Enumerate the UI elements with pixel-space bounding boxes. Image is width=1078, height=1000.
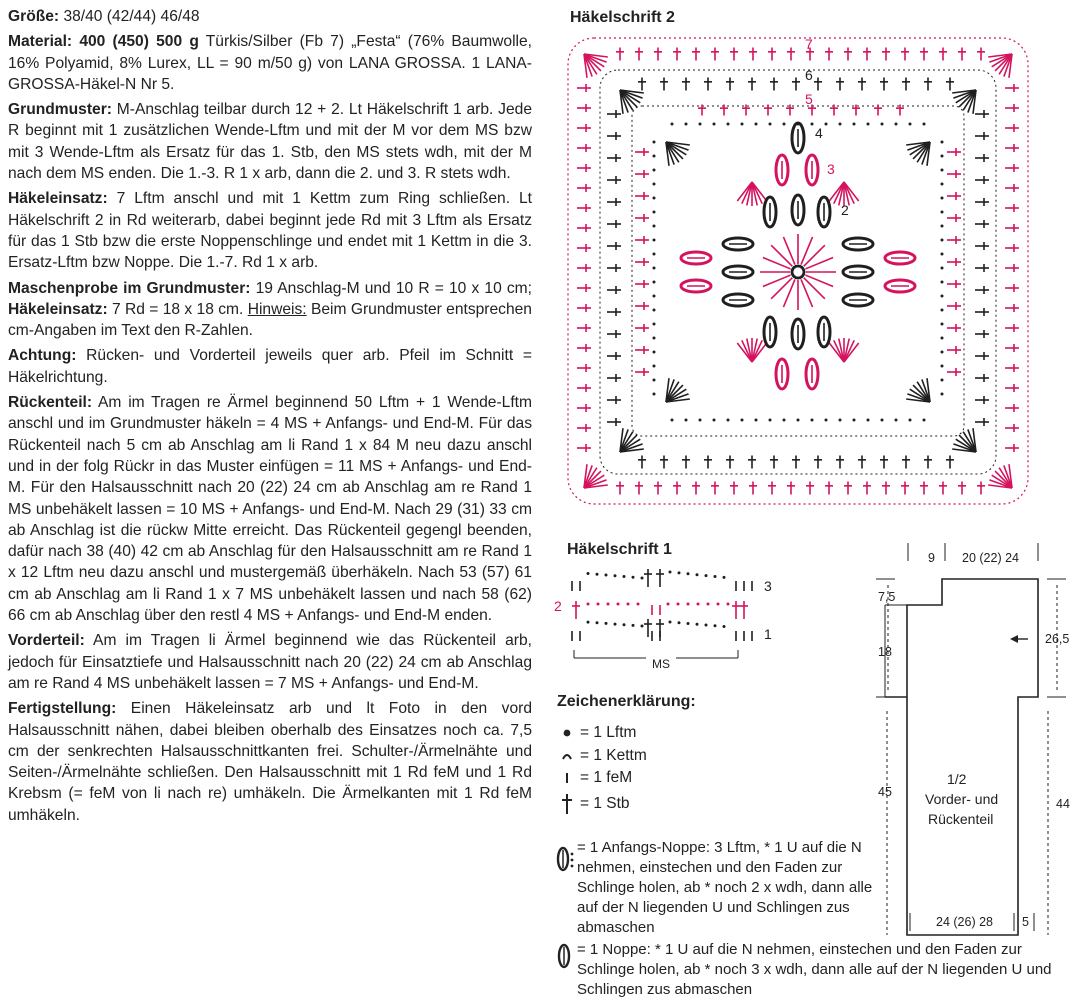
noppe: [818, 197, 830, 227]
stitch-lftm: [596, 621, 599, 624]
legend-text: = 1 Kettm: [580, 747, 647, 764]
stitch-lftm: [653, 253, 656, 256]
legend-text: = 1 Lftm: [580, 724, 637, 741]
stitch-lftm: [653, 197, 656, 200]
hinweis-text: Beim Grundmuster entsprechen cm-Angaben im Text den R-Zahlen.: [8, 300, 532, 340]
vorderteil-label: Vorderteil:: [8, 632, 85, 650]
stitch-lftm: [614, 574, 617, 577]
noppe: [806, 359, 818, 389]
chart1-title: Häkelschrift 1: [567, 541, 672, 558]
stitch-lftm: [714, 575, 717, 578]
stitch-lftm: [617, 603, 620, 606]
stitch-lftm: [669, 621, 672, 624]
stitch-lftm: [667, 603, 670, 606]
stitch-lftm: [895, 419, 898, 422]
material-text: Türkis/Silber (Fb 7) „Festa“ (76% Baumwolle, 16% Polyamid, 8% Lurex, LL = 90 m/50 g) von LANA GROSSA. 1 LANA-GROSSA-Häkel-N Nr 5.: [8, 33, 533, 93]
center-ray: [771, 278, 792, 299]
crochet-chart-1: [552, 564, 782, 672]
pattern-schematic: [840, 535, 1078, 965]
center-ray: [763, 275, 791, 286]
stitch-lftm: [941, 323, 944, 326]
stitch-lftm: [671, 419, 674, 422]
haekeleinsatz-text: 7 Lftm anschl und mit 1 Kettm zum Ring schließen. Lt Häkelschrift 2 in Rd weiterarb, dabei beginnt jede Rd mit 3 Lftm als Ersatz für das 1 Stb bzw die erste Noppenschlinge und endet mit 1 Kettm in die 3. Ersatz-Lftm bzw Noppe. Die 1.-7. Rd 1 x arb.: [8, 190, 532, 272]
center-ray: [801, 279, 812, 307]
stitch-lftm: [653, 211, 656, 214]
stitch-lftm: [653, 155, 656, 158]
stitch-lftm: [653, 239, 656, 242]
stitch-lftm: [727, 603, 730, 606]
noppe: [764, 197, 776, 227]
stitch-lftm: [941, 197, 944, 200]
dim-left-mid: 18: [878, 645, 892, 659]
stitch-lftm: [641, 625, 644, 628]
stitch-lftm: [705, 624, 708, 627]
noppe: [764, 317, 776, 347]
stitch-lftm: [895, 123, 898, 126]
legend-title: Zeichenerklärung:: [557, 693, 696, 710]
stitch-lftm: [769, 123, 772, 126]
noppe: [681, 280, 711, 292]
fertigstellung-text: Einen Häkeleinsatz arb und lt Foto in den vord Halsausschnitt nähen, dabei bleiben oberhalb des Einsatzes noch ca. 7,5 cm der senkrechten Halsausschnittkanten frei. Schulter-/Ärmelnähte und Seiten-/Ärmelnähte schließen. Den Halsausschnitt mit 1 Rd feM und 1 Rd Krebsm (= feM von li nach re) umhäkeln. Die Ärmelkanten mit 1 Rd feM umhäkeln.: [8, 700, 532, 824]
chart2-frame: [568, 38, 1028, 504]
stitch-lftm: [811, 419, 814, 422]
legend-row-lftm: [556, 724, 636, 742]
dim-top-left: 9: [928, 551, 935, 565]
center-ray: [763, 257, 791, 268]
stitch-lftm: [669, 571, 672, 574]
stitch-lftm: [941, 253, 944, 256]
stitch-lftm: [825, 123, 828, 126]
stitch-lftm: [685, 123, 688, 126]
vorderteil-text: Am im Tragen li Ärmel beginnend wie das Rückenteil arb, jedoch für Einsatztiefe und Halsausschnitt nach 20 (22) 24 cm ab Anschlag am re Rand 4 MS unbehäkelt lassen = 7 MS + Anfangs- und End-M.: [8, 632, 532, 692]
groesse-label: Größe:: [8, 8, 60, 25]
center-ray: [805, 257, 833, 268]
stitch-lftm: [685, 419, 688, 422]
stitch-lftm: [797, 123, 800, 126]
noppe: [792, 319, 804, 349]
stitch-lftm: [941, 141, 944, 144]
stitch-lftm: [627, 603, 630, 606]
stitch-lftm: [923, 123, 926, 126]
paragraph-fertigstellung: [8, 698, 532, 826]
material-label: Material: 400 (450) 500 g: [8, 33, 199, 51]
stitch-lftm: [653, 183, 656, 186]
stitch-lftm: [696, 623, 699, 626]
stitch-lftm: [653, 267, 656, 270]
dim-left-top: 7,5: [878, 590, 896, 604]
stitch-lftm: [653, 141, 656, 144]
noppe: [843, 266, 873, 278]
stitch-lftm: [632, 576, 635, 579]
stitch-lftm: [881, 419, 884, 422]
paragraph-rueckenteil: [8, 392, 532, 626]
center-ray: [783, 237, 794, 265]
schematic-label-3: Rückenteil: [928, 811, 994, 827]
noppe: [723, 294, 753, 306]
stitch-lftm: [707, 603, 710, 606]
stitch-lftm: [881, 123, 884, 126]
paragraph-maschenprobe: [8, 278, 532, 342]
stitch-lftm: [941, 239, 944, 242]
noppe: [885, 252, 915, 264]
noppe: [843, 238, 873, 250]
stitch-lftm: [867, 123, 870, 126]
haekeleinsatz-label: Häkeleinsatz:: [8, 190, 108, 208]
noppe: [792, 123, 804, 153]
noppe: [723, 266, 753, 278]
round-label-7: 7: [805, 36, 813, 52]
bar-icon: [556, 771, 578, 785]
stitch-lftm: [678, 571, 681, 574]
stitch-lftm: [783, 419, 786, 422]
paragraph-grundmuster: [8, 99, 532, 184]
stitch-lftm: [607, 603, 610, 606]
stitch-lftm: [587, 603, 590, 606]
stitch-lftm: [653, 225, 656, 228]
stitch-lftm: [687, 622, 690, 625]
stitch-lftm: [653, 323, 656, 326]
stitch-lftm: [941, 351, 944, 354]
stitch-lftm: [941, 337, 944, 340]
stitch-lftm: [587, 572, 590, 575]
round-label-2: 2: [841, 202, 849, 218]
schematic-outline: [840, 535, 1078, 965]
stitch-lftm: [632, 624, 635, 627]
noppe: [776, 359, 788, 389]
stitch-lftm: [923, 419, 926, 422]
row-label-2: 2: [554, 598, 562, 614]
stitch-lftm: [755, 123, 758, 126]
paragraph-material: [8, 31, 532, 95]
stitch-lftm: [605, 574, 608, 577]
repeat-label: MS: [652, 657, 670, 671]
stitch-lftm: [839, 123, 842, 126]
stitch-lftm: [941, 309, 944, 312]
dim-top-right: 20 (22) 24: [962, 551, 1019, 565]
stitch-lftm: [723, 625, 726, 628]
noppe: [681, 252, 711, 264]
stitch-lftm: [941, 267, 944, 270]
center-ray: [801, 237, 812, 265]
stitch-lftm: [755, 419, 758, 422]
dim-left-bottom: 45: [878, 785, 892, 799]
stitch-lftm: [697, 603, 700, 606]
stitch-lftm: [653, 309, 656, 312]
grundmuster-text: M-Anschlag teilbar durch 12 + 2. Lt Häkelschrift 1 arb. Jede R beginnt mit 1 zusätzlichen Wende-Lftm und mit der M vor dem MS bzw mit 3 Wende-Lftm als Ersatz für das 1. Stb, den MS stets wdh, mit der M nach dem MS enden. Die 1.-3. R 1 x arb, dann die 2. und 3. R stets wdh.: [8, 101, 532, 183]
stitch-lftm: [783, 123, 786, 126]
stitch-lftm: [941, 379, 944, 382]
instructions-column: [8, 6, 532, 830]
stitch-lftm: [717, 603, 720, 606]
dim-right-bottom: 44: [1056, 797, 1070, 811]
anfangs-noppe-text: = 1 Anfangs-Noppe: 3 Lftm, * 1 U auf die N nehmen, einstechen und den Faden zur Schlinge holen, ab * noch 2 x wdh, dann alle auf der N liegenden U und Schlingen zus abmaschen: [577, 839, 873, 936]
stitch-lftm: [653, 281, 656, 284]
chart2-stitches: [577, 48, 1019, 495]
stitch-lftm: [653, 337, 656, 340]
crochet-chart-2: [562, 32, 1034, 510]
stitch-lftm: [802, 269, 805, 272]
dim-bottom-right: 5: [1022, 915, 1029, 929]
stitch-lftm: [696, 573, 699, 576]
schematic-label-2: Vorder- und: [925, 791, 999, 807]
legend-row-kettm: [556, 747, 647, 765]
stitch-lftm: [653, 393, 656, 396]
stitch-lftm: [596, 573, 599, 576]
stitch-lftm: [653, 169, 656, 172]
stitch-lftm: [637, 603, 640, 606]
noppe: [776, 155, 788, 185]
stitch-lftm: [769, 419, 772, 422]
center-ray: [804, 245, 825, 266]
stitch-lftm: [653, 351, 656, 354]
stitch-lftm: [623, 623, 626, 626]
stitch-lftm: [678, 621, 681, 624]
noppe: [723, 238, 753, 250]
anfangs-noppe-icon: [556, 845, 576, 875]
paragraph-vorderteil: [8, 630, 532, 694]
stitch-lftm: [941, 169, 944, 172]
stitch-lftm: [941, 365, 944, 368]
legend-text: = 1 feM: [580, 769, 633, 786]
stitch-lftm: [853, 123, 856, 126]
center-ray: [771, 245, 792, 266]
stitch-lftm: [741, 123, 744, 126]
arc-icon: [556, 749, 578, 763]
round-label-4: 4: [815, 125, 823, 141]
row-label-1: 1: [764, 626, 772, 642]
rueckenteil-text: Am im Tragen re Ärmel beginnend 50 Lftm + 1 Wende-Lftm anschl und im Grundmuster häkeln = 4 MS + Anfangs- und End-M. Für das Rückenteil nach 5 cm ab Anschlag am li Rand 1 x 84 M neu dazu anschl und in der folg Rückr in das Muster einfügen = 11 MS + Anfangs- und End-M. Für den Halsausschnitt nach 20 (22) 24 cm ab Anschlag am re Rand 1 MS unbehäkelt lassen = 10 MS + Anfangs- und End-M. Nach 29 (31) 33 cm ab Anschlag ist die rückw Mitte erreicht. Das Rückenteil gegengl beenden, dafür nach 38 (40) 42 cm ab Anschlag für den Halsausschnitt am re Rand 1 x 12 Lftm neu dazu anschl und mustergemäß überhäkeln. Nach 53 (57) 61 cm ab Anschlag am li Rand 1 x 7 MS unbehäkelt lassen und nach 58 (62) 66 cm ab Anschlag über den restl 4 MS + Anfangs- und End-M enden.: [8, 394, 532, 625]
stitch-lftm: [941, 295, 944, 298]
stitch-lftm: [713, 123, 716, 126]
stitch-lftm: [909, 419, 912, 422]
schematic-label-1: 1/2: [947, 771, 967, 787]
noppe: [806, 155, 818, 185]
stitch-lftm: [677, 603, 680, 606]
round-label-6: 6: [805, 67, 813, 83]
chart2-center: [653, 123, 944, 422]
stitch-lftm: [941, 183, 944, 186]
achtung-text: Rücken- und Vorderteil jeweils quer arb. Pfeil im Schnitt = Häkelrichtung.: [8, 347, 532, 386]
stitch-lftm: [653, 295, 656, 298]
maschenprobe-label-2: Häkeleinsatz:: [8, 300, 108, 318]
round-label-5: 5: [805, 91, 813, 107]
maschenprobe-text: 19 Anschlag-M und 10 R = 10 x 10 cm;: [250, 279, 532, 297]
stitch-lftm: [653, 379, 656, 382]
grundmuster-label: Grundmuster:: [8, 101, 112, 119]
paragraph-haekeleinsatz: [8, 188, 532, 273]
stitch-lftm: [797, 419, 800, 422]
center-ray: [804, 278, 825, 299]
dim-right-top: 26,5: [1045, 632, 1070, 646]
center-ray: [783, 279, 794, 307]
round-label-3: 3: [827, 161, 835, 177]
stitch-lftm: [671, 123, 674, 126]
stitch-lftm: [723, 576, 726, 579]
dim-bottom-left: 24 (26) 28: [936, 915, 993, 929]
maschenprobe-text-2: 7 Rd = 18 x 18 cm.: [107, 300, 244, 318]
stitch-lftm: [941, 155, 944, 158]
stitch-lftm: [941, 225, 944, 228]
chart2-title: Häkelschrift 2: [570, 9, 675, 26]
achtung-label: Achtung:: [8, 347, 77, 365]
chart1-body: [572, 569, 752, 658]
center-ray: [805, 275, 833, 286]
stitch-lftm: [909, 123, 912, 126]
noppe: [885, 280, 915, 292]
stitch-lftm: [727, 419, 730, 422]
stitch-lftm: [741, 419, 744, 422]
stitch-lftm: [597, 603, 600, 606]
stitch-lftm: [623, 575, 626, 578]
legend-text: = 1 Stb: [580, 795, 630, 812]
stitch-lftm: [713, 419, 716, 422]
groesse-text: 38/40 (42/44) 46/48: [59, 8, 200, 25]
paragraph-achtung: [8, 345, 532, 388]
stitch-lftm: [653, 365, 656, 368]
stitch-lftm: [614, 623, 617, 626]
stitch-lftm: [605, 622, 608, 625]
legend-row-stb: [556, 793, 630, 815]
paragraph-groesse: [8, 6, 532, 27]
noppe: [843, 294, 873, 306]
stitch-lftm: [687, 572, 690, 575]
noppe: [792, 195, 804, 225]
stitch-lftm: [705, 574, 708, 577]
rueckenteil-label: Rückenteil:: [8, 394, 93, 412]
dot-icon: [556, 726, 578, 740]
stitch-lftm: [811, 123, 814, 126]
cross-icon: [556, 793, 578, 815]
stitch-lftm: [941, 281, 944, 284]
stitch-lftm: [867, 419, 870, 422]
stitch-lftm: [853, 419, 856, 422]
fertigstellung-label: Fertigstellung:: [8, 700, 117, 718]
stitch-lftm: [727, 123, 730, 126]
stitch-lftm: [714, 624, 717, 627]
legend-row-fem: [556, 769, 632, 787]
noppe: [818, 317, 830, 347]
maschenprobe-label: Maschenprobe im Grundmuster:: [8, 279, 251, 297]
stitch-lftm: [825, 419, 828, 422]
stitch-lftm: [641, 577, 644, 580]
row-label-3: 3: [764, 578, 772, 594]
stitch-lftm: [699, 419, 702, 422]
hinweis-label: Hinweis:: [247, 300, 307, 318]
stitch-lftm: [941, 211, 944, 214]
stitch-lftm: [699, 123, 702, 126]
noppe-icon: [556, 942, 572, 972]
stitch-lftm: [839, 419, 842, 422]
stitch-lftm: [587, 621, 590, 624]
noppe-text: = 1 Noppe: * 1 U auf die N nehmen, einstechen und den Faden zur Schlinge holen, ab * noch 3 x wdh, dann alle auf der N liegenden U und Schlingen zus abmaschen: [577, 941, 1052, 998]
stitch-lftm: [687, 603, 690, 606]
stitch-lftm: [941, 393, 944, 396]
